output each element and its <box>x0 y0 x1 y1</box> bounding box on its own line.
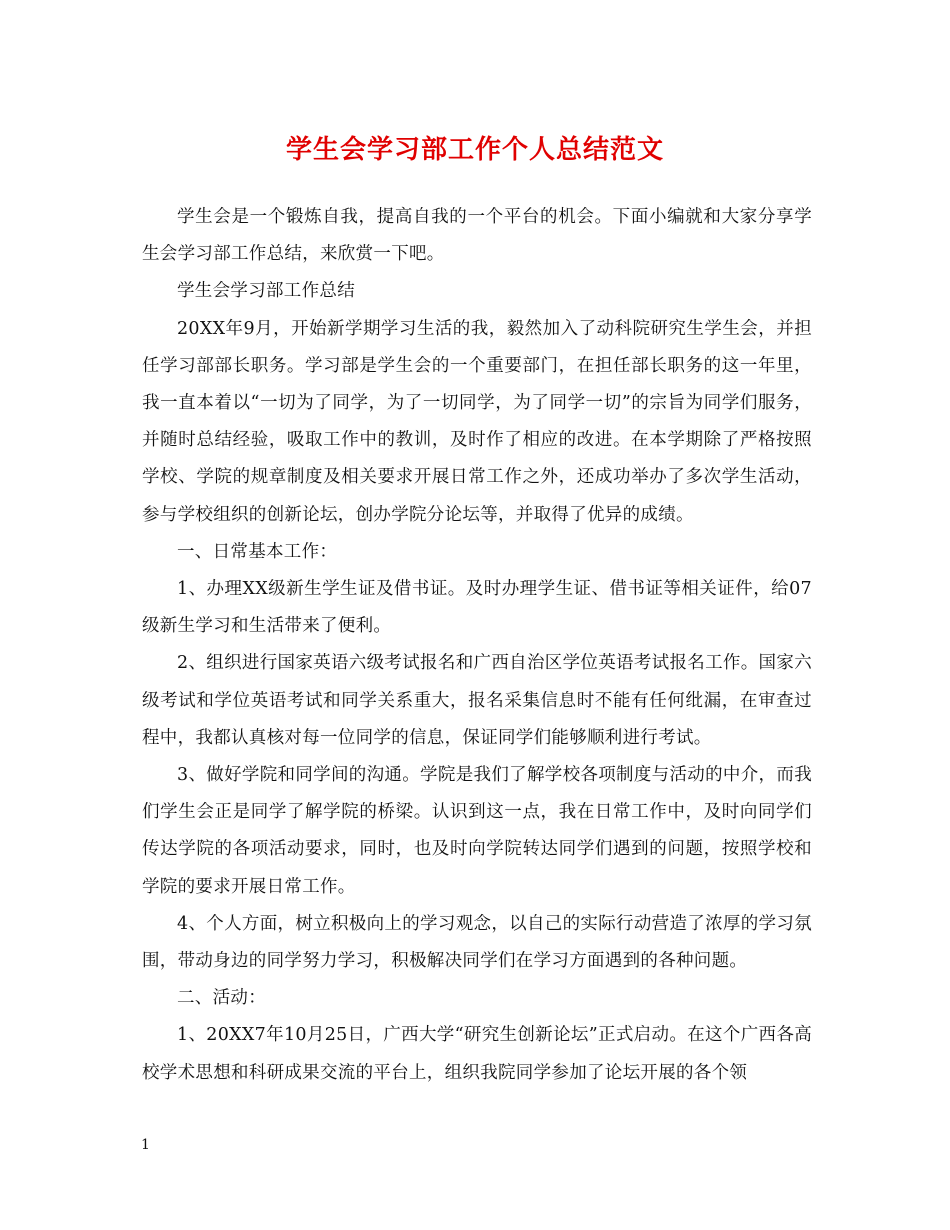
paragraph-heading-summary: 学生会学习部工作总结 <box>177 281 355 302</box>
paragraph-activity-1: 1、20XX7年10月25日，广西大学“研究生创新论坛”正式启动。在这个广西各高校学术思想和科研成果交流的平台上，组织我院同学参加了论坛开展的各个领 <box>142 1025 812 1083</box>
page-number: 1 <box>141 1137 150 1153</box>
paragraph-item-3: 3、做好学院和同学间的沟通。学院是我们了解学校各项制度与活动的中介，而我们学生会正是同学了解学院的桥梁。认识到这一点，我在日常工作中，及时向同学们传达学院的各项活动要求，同时，也及时向学院转达同学们遇到的问题，按照学校和学院的要求开展日常工作。 <box>142 765 812 897</box>
paragraph-intro: 学生会是一个锻炼自我，提高自我的一个平台的机会。下面小编就和大家分享学生会学习部工作总结，来欣赏一下吧。 <box>142 207 812 265</box>
paragraph-item-2: 2、组织进行国家英语六级考试报名和广西自治区学位英语考试报名工作。国家六级考试和学位英语考试和同学关系重大，报名采集信息时不能有任何纰漏，在审查过程中，我都认真核对每一位同学的信息，保证同学们能够顺利进行考试。 <box>142 653 812 748</box>
document-body <box>142 199 812 1092</box>
section-heading-daily-work: 一、日常基本工作： <box>177 541 338 562</box>
paragraph-item-1: 1、办理XX级新生学生证及借书证。及时办理学生证、借书证等相关证件，给07级新生学习和生活带来了便利。 <box>142 579 812 637</box>
paragraph-item-4: 4、个人方面，树立积极向上的学习观念，以自己的实际行动营造了浓厚的学习氛围，带动身边的同学努力学习，积极解决同学们在学习方面遇到的各种问题。 <box>142 913 812 972</box>
document-title: 学生会学习部工作个人总结范文 <box>285 135 664 165</box>
paragraph-overview: 20XX年9月，开始新学期学习生活的我，毅然加入了动科院研究生学生会，并担任学习部部长职务。学习部是学生会的一个重要部门，在担任部长职务的这一年里，我一直本着以“一切为了同学，为了一切同学，为了同学一切”的宗旨为同学们服务，并随时总结经验，吸取工作中的教训，及时作了相应的改进。在本学期除了严格按照学校、学院的规章制度及相关要求开展日常工作之外，还成功举办了多次学生活动，参与学校组织的创新论坛，创办学院分论坛等，并取得了优异的成绩。 <box>142 318 812 525</box>
section-heading-activities: 二、活动： <box>177 988 266 1009</box>
